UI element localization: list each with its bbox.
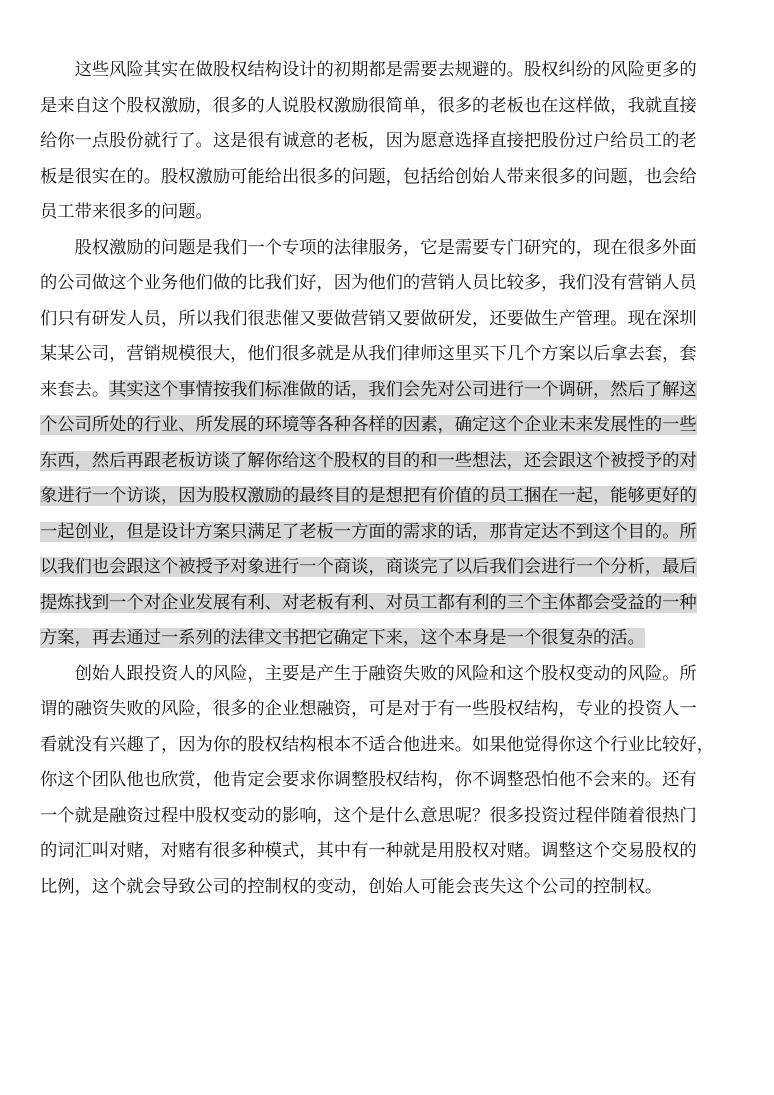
text-line: 看就没有兴趣了，因为你的股权结构根本不适合他进来。如果他觉得你这个行业比较好， xyxy=(40,734,714,755)
highlighted-text: 象进行一个访谈，因为股权激励的最终目的是想把有价值的员工捆在一起，能够更好的 xyxy=(40,486,697,506)
text-line: 板是很实在的。股权激励可能给出很多的问题，包括给创始人带来很多的问题，也会给 xyxy=(40,166,697,187)
text-line xyxy=(40,373,740,409)
text-line: 员工带来很多的问题。 xyxy=(40,202,213,222)
text-line xyxy=(40,621,740,657)
text-line: 们只有研发人员，所以我们很悲催又要做营销又要做研发，还要做生产管理。现在深圳 xyxy=(40,308,697,329)
text-segment: 来套去。 xyxy=(40,379,110,400)
highlighted-text: 其实这个事情按我们标准做的话，我们会先对公司进行一个调研，然后了解这 xyxy=(109,379,697,400)
highlighted-text: 个公司所处的行业、所发展的环境等各种各样的因素，确定这个企业未来发展性的一些 xyxy=(40,415,697,435)
text-line: 是来自这个股权激励，很多的人说股权激励很简单，很多的老板也在这样做，我就直接 xyxy=(40,95,697,116)
text-line: 创始人跟投资人的风险，主要是产生于融资失败的风险和这个股权变动的风险。所 xyxy=(40,663,697,684)
text-line xyxy=(40,479,740,515)
text-line xyxy=(40,550,740,586)
paragraph-1 xyxy=(40,53,740,231)
text-line: 的公司做这个业务他们做的比我们好，因为他们的营销人员比较多，我们没有营销人员 xyxy=(40,273,697,293)
highlighted-text: 东西，然后再跟老板访谈了解你给这个股权的目的和一些想法，还会跟这个被授予的对 xyxy=(40,450,697,471)
text-line xyxy=(40,515,740,551)
paragraph-2 xyxy=(40,231,740,657)
highlighted-text: 方案，再去通过一系列的法律文书把它确定下来，这个本身是一个很复杂的活。 xyxy=(40,628,645,648)
text-line: 一个就是融资过程中股权变动的影响，这个是什么意思呢？很多投资过程伴随着很热门 xyxy=(40,805,697,826)
text-line: 股权激励的问题是我们一个专项的法律服务，它是需要专门研究的，现在很多外面 xyxy=(40,237,697,258)
text-line xyxy=(40,444,740,480)
highlighted-text: 一起创业，但是设计方案只满足了老板一方面的需求的话，那肯定达不到这个目的。所 xyxy=(40,521,697,542)
paragraph-3 xyxy=(40,657,740,906)
text-line: 你这个团队他也欣赏，他肯定会要求你调整股权结构，你不调整恐怕他不会来的。还有 xyxy=(40,770,697,790)
highlighted-text: 以我们也会跟这个被授予对象进行一个商谈，商谈完了以后我们会进行一个分析，最后 xyxy=(40,557,697,577)
highlighted-text: 提炼找到一个对企业发展有利、对老板有利、对员工都有利的三个主体都会受益的一种 xyxy=(40,592,697,613)
text-line: 的词汇叫对赌，对赌有很多种模式，其中有一种就是用股权对赌。调整这个交易股权的 xyxy=(40,841,697,861)
document-page xyxy=(40,53,740,905)
text-line: 比例，这个就会导致公司的控制权的变动，创始人可能会丧失这个公司的控制权。 xyxy=(40,876,663,897)
text-line: 某某公司，营销规模很大，他们很多就是从我们律师这里买下几个方案以后拿去套，套 xyxy=(40,344,697,364)
text-line: 给你一点股份就行了。这是很有诚意的老板，因为愿意选择直接把股份过户给员工的老 xyxy=(40,131,697,151)
text-line: 谓的融资失败的风险，很多的企业想融资，可是对于有一些股权结构，专业的投资人一 xyxy=(40,699,697,719)
text-line xyxy=(40,586,740,622)
text-line xyxy=(40,408,740,444)
text-line: 这些风险其实在做股权结构设计的初期都是需要去规避的。股权纠纷的风险更多的 xyxy=(40,60,697,80)
